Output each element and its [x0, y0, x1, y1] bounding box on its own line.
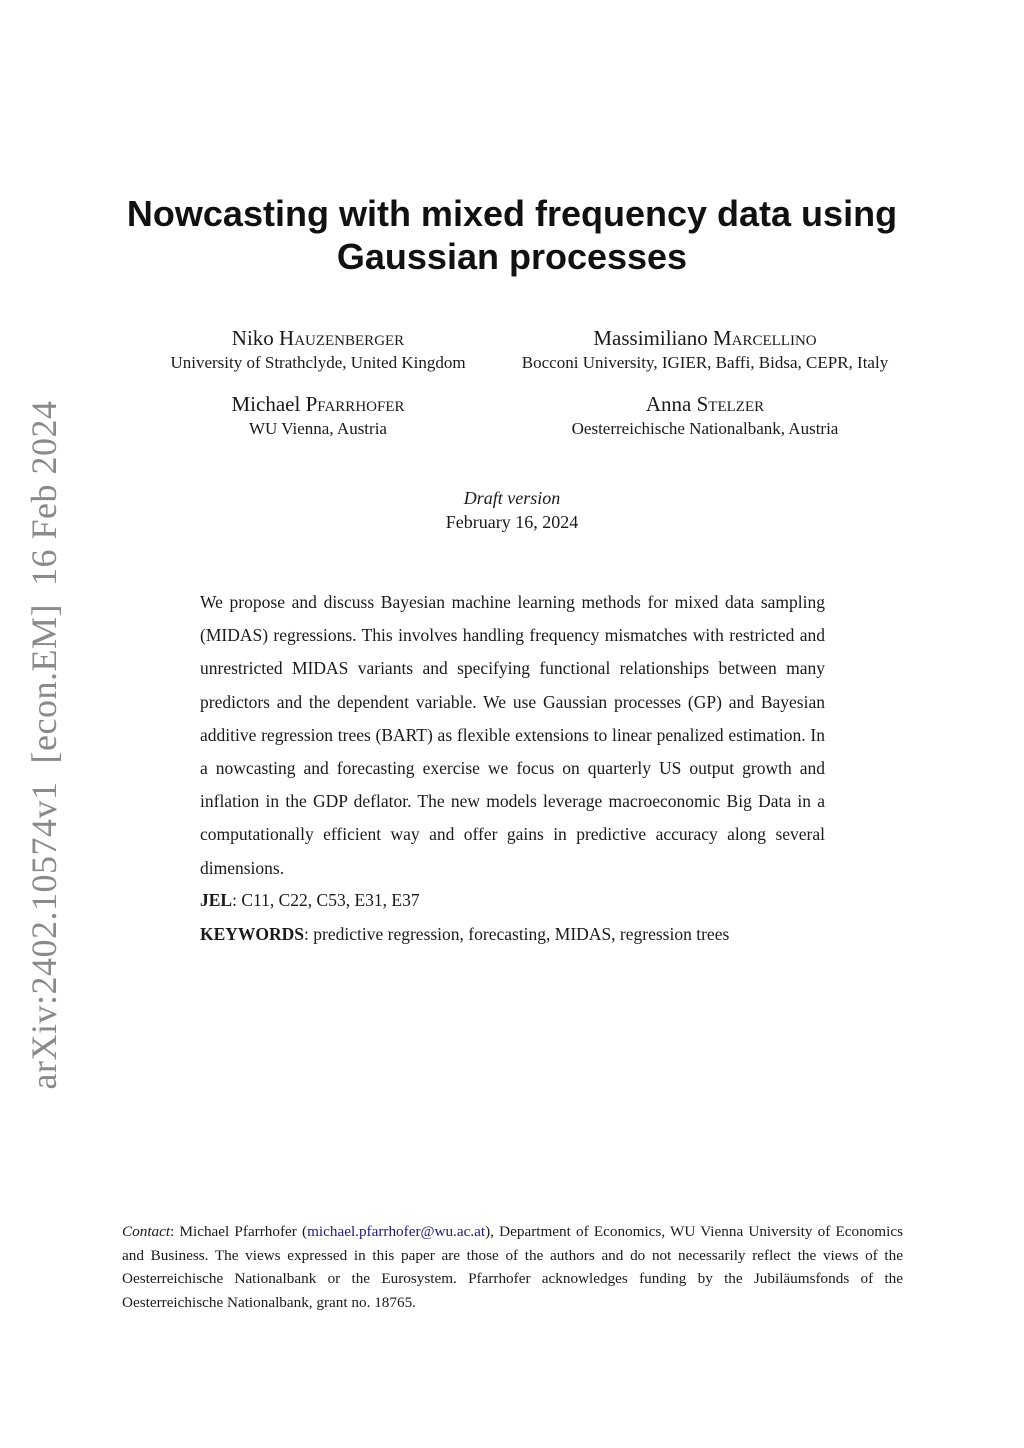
author-affiliation: WU Vienna, Austria [249, 419, 387, 438]
author-last-name: Stelzer [696, 392, 765, 416]
author-name [500, 391, 910, 417]
jel-label: JEL [200, 890, 233, 910]
draft-date: February 16, 2024 [445, 512, 579, 532]
keywords-value: : predictive regression, forecasting, MIDAS, regression trees [304, 924, 730, 944]
author-first-name: Michael [231, 392, 301, 416]
keywords-label: KEYWORDS [200, 924, 305, 944]
author-block-marcellino [500, 325, 910, 375]
author-affiliation: University of Strathclyde, United Kingdom [170, 353, 466, 372]
author-block-stelzer [500, 391, 910, 441]
jel-value: : C11, C22, C53, E31, E37 [232, 890, 420, 910]
contact-footnote [122, 1220, 903, 1314]
abstract-text: We propose and discuss Bayesian machine learning methods for mixed data sampling (MIDAS) regressions. This involves handling frequency mismatches with restricted and unrestricted MIDAS variants and specifying functional relationships between many predictors and the dependent variable. We use Gaussian processes (GP) and Bayesian additive regression trees (BART) as flexible extensions to linear penalized estimation. In a nowcasting and forecasting exercise we focus on quarterly US output growth and inflation in the GDP deflator. The new models leverage macroeconomic Big Data in a computationally efficient way and offer gains in predictive accuracy along several dimensions. [200, 592, 825, 878]
draft-version-block [312, 486, 712, 534]
author-affiliation: Bocconi University, IGIER, Baffi, Bidsa, CEPR, Italy [521, 353, 889, 372]
arxiv-date: 16 Feb 2024 [24, 400, 64, 587]
author-first-name: Massimiliano [593, 326, 708, 350]
contact-label: Contact [122, 1223, 171, 1240]
author-block-pfarrhofer [148, 391, 488, 441]
contact-body: ), Department of Economics, WU Vienna University of Economics and Business. The views expressed in this paper are those of the authors and do not necessarily reflect the views of the Oesterreichische Nationalbank or the Eurosystem. Pfarrhofer acknowledges funding by the Jubiläumsfonds of the Oesterreichische Nationalbank, grant no. 18765. [122, 1223, 903, 1311]
keywords [200, 922, 840, 946]
author-last-name: Pfarrhofer [305, 392, 405, 416]
contact-email-link[interactable]: michael.pfarrhofer@wu.ac.at [307, 1223, 486, 1240]
paper-title: Nowcasting with mixed frequency data using Gaussian processes [126, 193, 898, 277]
draft-label: Draft version [463, 488, 561, 508]
author-affiliation: Oesterreichische Nationalbank, Austria [571, 419, 839, 438]
author-first-name: Anna [645, 392, 692, 416]
author-last-name: Hauzenberger [279, 326, 405, 350]
author-name [500, 325, 910, 351]
author-first-name: Niko [231, 326, 274, 350]
arxiv-category: [econ.EM] [24, 604, 64, 764]
contact-lead: : Michael Pfarrhofer ( [170, 1223, 308, 1240]
jel-codes [200, 888, 840, 912]
author-name [148, 325, 488, 351]
author-block-hauzenberger [148, 325, 488, 375]
author-last-name: Marcellino [712, 326, 817, 350]
arxiv-id: arXiv:2402.10574v1 [24, 781, 64, 1090]
author-name [148, 391, 488, 417]
arxiv-identifier-stamp [23, 392, 65, 1099]
